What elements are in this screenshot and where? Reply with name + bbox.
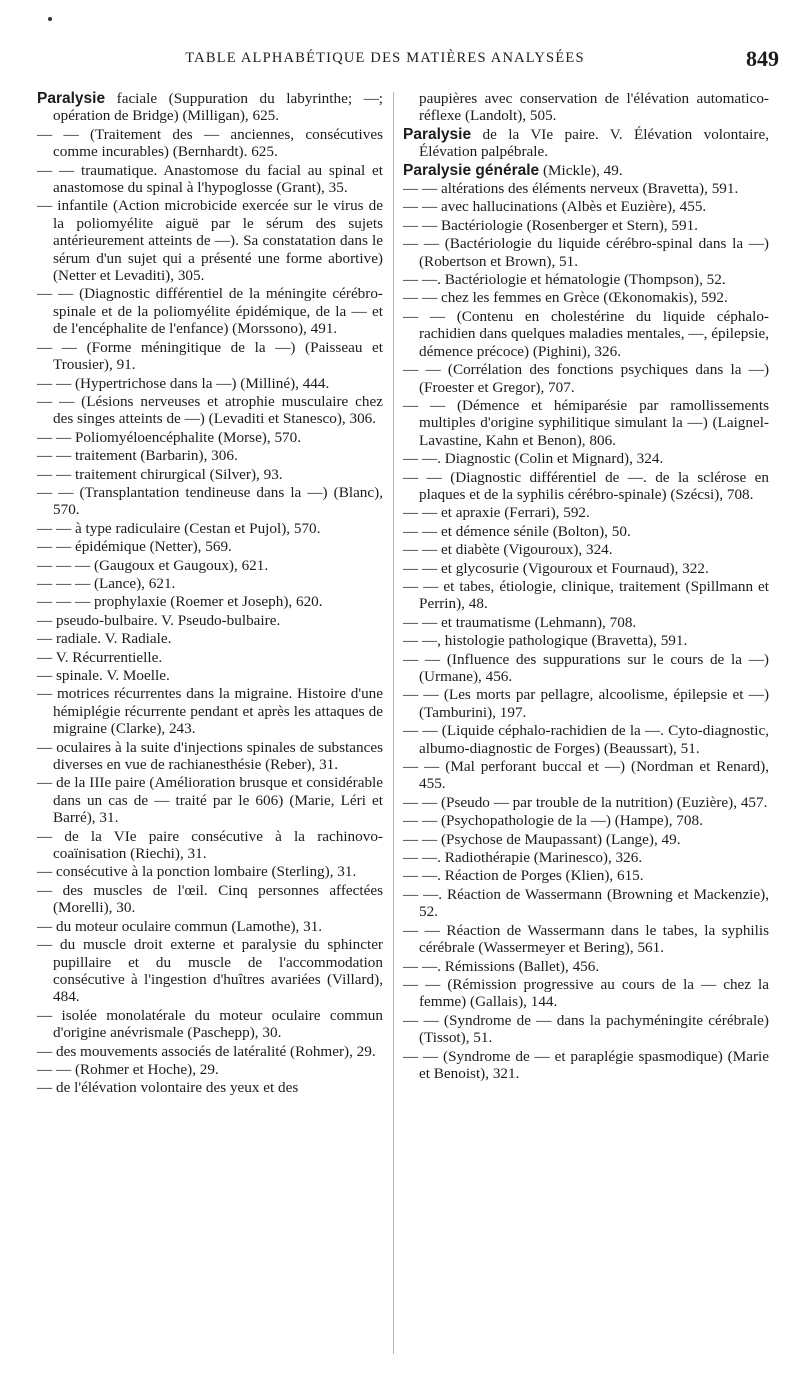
entry-text: — — — (Gaugoux et Gaugoux), 621. bbox=[37, 556, 269, 574]
entry-text: — — et tabes, étiologie, clinique, traitement (Spillmann et Perrin), 48. bbox=[403, 577, 769, 613]
entry-text: — — traitement chirurgical (Silver), 93. bbox=[37, 465, 283, 483]
entry-text: — oculaires à la suite d'injections spinales de substances diverses en vue de rachianesthésie (Reber), 31. bbox=[37, 738, 383, 774]
index-entry bbox=[403, 794, 769, 811]
entry-text: — — (Forme méningitique de la —) (Paisseau et Trousier), 91. bbox=[37, 338, 383, 374]
entry-text: — — et diabète (Vigouroux), 324. bbox=[403, 541, 613, 559]
index-entry bbox=[37, 882, 383, 917]
index-entry bbox=[37, 667, 383, 684]
index-entry bbox=[403, 289, 769, 306]
index-entry bbox=[403, 812, 769, 829]
entry-text: — —. Réaction de Porges (Klien), 615. bbox=[403, 867, 644, 885]
entry-text: — — (Pseudo — par trouble de la nutrition) (Euzière), 457. bbox=[403, 793, 768, 811]
entry-text: — — (Bactériologie du liquide cérébro-spinal dans la —) (Robertson et Brown), 51. bbox=[403, 235, 769, 270]
index-entry bbox=[37, 593, 383, 610]
left-column bbox=[37, 90, 383, 1098]
index-entry bbox=[403, 722, 769, 757]
entry-text: — du moteur oculaire commun (Lamothe), 31. bbox=[37, 917, 323, 935]
entry-text: — de la IIIe paire (Amélioration brusque et considérable dans un cas de — traité par le 606) (Marie, Léri et Barré), 31. bbox=[37, 774, 383, 827]
index-entry bbox=[37, 285, 383, 337]
index-entry bbox=[37, 197, 383, 284]
entry-text: — isolée monolatérale du moteur oculaire commun d'origine anévrismale (Paschepp), 30. bbox=[37, 1006, 383, 1042]
entry-text: — — (Corrélation des fonctions psychiques dans la —) (Froester et Gregor), 707. bbox=[403, 361, 769, 396]
entry-text: — —, histologie pathologique (Bravetta), 591. bbox=[403, 632, 688, 650]
index-entry bbox=[403, 162, 769, 179]
index-entry bbox=[37, 557, 383, 574]
entry-text: — — et apraxie (Ferrari), 592. bbox=[403, 504, 590, 522]
entry-text: — — (Diagnostic différentiel de —. de la sclérose en plaques et de la syphilis cérébro-spinale) (Szécsi), 708. bbox=[403, 468, 769, 503]
page-header bbox=[0, 46, 800, 70]
index-entry bbox=[403, 397, 769, 449]
entry-text: paupières avec conservation de l'élévation automatico-réflexe (Landolt), 505. bbox=[419, 90, 769, 125]
index-entry bbox=[403, 632, 769, 649]
entry-text: — — Bactériologie (Rosenberger et Stern), 591. bbox=[403, 216, 698, 234]
entry-text: — — — prophylaxie (Roemer et Joseph), 620. bbox=[37, 593, 323, 611]
index-entry bbox=[37, 466, 383, 483]
entry-text: — — Poliomyéloencéphalite (Morse), 570. bbox=[37, 428, 302, 446]
index-entry bbox=[37, 90, 383, 125]
entry-text: — des muscles de l'œil. Cinq personnes affectées (Morelli), 30. bbox=[37, 881, 383, 917]
entry-text: — —. Bactériologie et hématologie (Thompson), 52. bbox=[403, 271, 726, 289]
index-entry bbox=[403, 217, 769, 234]
entry-text: — V. Récurrentielle. bbox=[37, 648, 163, 666]
entry-text: — — (Diagnostic différentiel de la méningite cérébro-spinale et de la poliomyélite épidémique, de la — et de l'encéphalite de l'enfance) (Morssono), 491. bbox=[37, 285, 383, 338]
entry-text: — —. Radiothérapie (Marinesco), 326. bbox=[403, 849, 643, 867]
index-entry bbox=[37, 630, 383, 647]
index-entry bbox=[403, 90, 769, 125]
index-entry bbox=[403, 504, 769, 521]
index-entry bbox=[403, 614, 769, 631]
entry-text: — — traitement (Barbarin), 306. bbox=[37, 447, 238, 465]
entry-text: — —. Diagnostic (Colin et Mignard), 324. bbox=[403, 450, 664, 468]
index-entry bbox=[37, 575, 383, 592]
entry-text: — —. Rémissions (Ballet), 456. bbox=[403, 957, 600, 975]
entry-text: — — (Démence et hémiparésie par ramollissements multiples d'origine syphilitique simulant la —) (Laignel-Lavastine, Kahn et Benon), 806. bbox=[403, 396, 769, 449]
index-entry bbox=[403, 886, 769, 921]
index-entry bbox=[37, 1007, 383, 1042]
entry-text: — du muscle droit externe et paralysie du sphincter pupillaire et du muscle de l'accommodation consécutive à l'ingestion d'huîtres avariées (Villard), 484. bbox=[37, 936, 383, 1006]
index-entry bbox=[403, 469, 769, 504]
index-entry bbox=[37, 484, 383, 519]
entry-text: (Mickle), 49. bbox=[539, 161, 623, 179]
index-entry bbox=[403, 651, 769, 686]
entry-text: — — Réaction de Wassermann dans le tabes, la syphilis cérébrale (Wassermeyer et Bering), 561. bbox=[403, 921, 769, 957]
index-entry bbox=[403, 578, 769, 613]
entry-text: — — (Syndrome de — dans la pachyméningite cérébrale) (Tissot), 51. bbox=[403, 1011, 769, 1047]
index-entry bbox=[37, 429, 383, 446]
index-entry bbox=[37, 447, 383, 464]
index-entry bbox=[37, 393, 383, 428]
entry-text: — — et traumatisme (Lehmann), 708. bbox=[403, 613, 637, 631]
entry-heading: Paralysie générale bbox=[403, 161, 540, 179]
entry-text: — — (Syndrome de — et paraplégie spasmodique) (Marie et Benoist), 321. bbox=[403, 1047, 769, 1082]
index-entry bbox=[37, 375, 383, 392]
entry-text: faciale (Suppuration du labyrinthe; —; opération de Bridge) (Milligan), 625. bbox=[53, 90, 383, 125]
index-entry bbox=[403, 976, 769, 1011]
running-title: TABLE ALPHABÉTIQUE DES MATIÈRES ANALYSÉES bbox=[185, 50, 585, 66]
entry-text: — — (Hypertrichose dans la —) (Milliné), 444. bbox=[37, 374, 330, 392]
entry-heading: Paralysie bbox=[403, 125, 472, 143]
entry-text: — — (Les morts par pellagre, alcoolisme, épilepsie et —) (Tamburini), 197. bbox=[403, 686, 769, 721]
index-entry bbox=[403, 1012, 769, 1047]
index-entry bbox=[403, 361, 769, 396]
entry-text: — — (Contenu en cholestérine du liquide céphalo-rachidien dans quelques maladies mentales, —, épilepsie, démence précoce) (Pighini), 326. bbox=[403, 307, 769, 360]
index-entry bbox=[403, 235, 769, 270]
page-number: 849 bbox=[746, 46, 779, 71]
entry-text: — — à type radiculaire (Cestan et Pujol), 570. bbox=[37, 519, 321, 537]
entry-text: — — épidémique (Netter), 569. bbox=[37, 538, 232, 556]
index-entry bbox=[37, 1061, 383, 1078]
index-entry bbox=[37, 538, 383, 555]
entry-text: — de l'élévation volontaire des yeux et des bbox=[37, 1079, 299, 1097]
index-entry bbox=[37, 649, 383, 666]
index-entry bbox=[403, 198, 769, 215]
index-entry bbox=[403, 1048, 769, 1083]
index-entry bbox=[37, 1043, 383, 1060]
index-entry bbox=[37, 612, 383, 629]
index-entry bbox=[403, 308, 769, 360]
entry-text: — — altérations des éléments nerveux (Bravetta), 591. bbox=[403, 180, 739, 198]
index-entry bbox=[37, 162, 383, 197]
entry-text: — — (Lésions nerveuses et atrophie musculaire chez des singes atteints de —) (Levaditi et Stanesco), 306. bbox=[37, 392, 383, 428]
right-column bbox=[403, 90, 769, 1083]
print-speck bbox=[48, 17, 52, 21]
entry-text: — infantile (Action microbicide exercée sur le virus de la poliomyélite aiguë par le sérum des sujets antérieurement atteints de —). Sa constatation dans le sérum d'un sujet qui a présenté une forme abortive) (Netter et Levaditi), 305. bbox=[37, 197, 383, 285]
index-entry bbox=[37, 1079, 383, 1096]
index-entry bbox=[403, 922, 769, 957]
entry-text: — pseudo-bulbaire. V. Pseudo-bulbaire. bbox=[37, 611, 281, 629]
index-entry bbox=[403, 958, 769, 975]
entry-text: — —. Réaction de Wassermann (Browning et Mackenzie), 52. bbox=[403, 885, 769, 921]
entry-text: — consécutive à la ponction lombaire (Sterling), 31. bbox=[37, 863, 357, 881]
entry-text: — — (Traitement des — anciennes, consécutives comme incurables) (Bernhardt). 625. bbox=[37, 125, 383, 161]
index-entry bbox=[37, 828, 383, 863]
index-entry bbox=[403, 849, 769, 866]
index-entry bbox=[37, 126, 383, 161]
entry-text: — — (Rémission progressive au cours de la — chez la femme) (Gallais), 144. bbox=[403, 975, 769, 1011]
entry-heading: Paralysie bbox=[37, 90, 106, 107]
index-entry bbox=[403, 523, 769, 540]
entry-text: — — (Mal perforant buccal et —) (Nordman et Renard), 455. bbox=[403, 758, 769, 793]
entry-text: — — et glycosurie (Vigouroux et Fournaud), 322. bbox=[403, 559, 709, 577]
entry-text: — — (Psychopathologie de la —) (Hampe), 708. bbox=[403, 812, 703, 830]
entry-text: — radiale. V. Radiale. bbox=[37, 630, 172, 648]
entry-text: — — (Transplantation tendineuse dans la —) (Blanc), 570. bbox=[37, 483, 383, 519]
index-entry bbox=[37, 520, 383, 537]
entry-text: — — et démence sénile (Bolton), 50. bbox=[403, 522, 631, 540]
index-entry bbox=[403, 541, 769, 558]
entry-text: — de la VIe paire consécutive à la rachinovo-coaïnisation (Riechi), 31. bbox=[37, 827, 383, 863]
index-entry bbox=[37, 739, 383, 774]
index-entry bbox=[37, 936, 383, 1006]
index-entry bbox=[37, 685, 383, 737]
entry-text: — — avec hallucinations (Albès et Euzière), 455. bbox=[403, 198, 707, 216]
index-entry bbox=[403, 180, 769, 197]
entry-text: — motrices récurrentes dans la migraine. Histoire d'une hémiplégie récurrente pendant et après les attaques de migraine (Clarke), 243. bbox=[37, 685, 383, 738]
index-entry bbox=[403, 450, 769, 467]
entry-text: — spinale. V. Moelle. bbox=[37, 667, 170, 684]
entry-text: — — chez les femmes en Grèce (Œkonomakis), 592. bbox=[403, 289, 728, 307]
entry-text: — des mouvements associés de latéralité (Rohmer), 29. bbox=[37, 1042, 376, 1060]
index-entry bbox=[403, 271, 769, 288]
index-entry bbox=[403, 867, 769, 884]
index-entry bbox=[403, 126, 769, 161]
index-entry bbox=[403, 831, 769, 848]
index-entry bbox=[403, 686, 769, 721]
index-entry bbox=[403, 560, 769, 577]
entry-text: de la VIe paire. V. Élévation volontaire, Élévation palpébrale. bbox=[419, 125, 769, 161]
entry-text: — — (Liquide céphalo-rachidien de la —. Cyto-diagnostic, albumo-diagnostic de Forges) (Beaussart), 51. bbox=[403, 722, 769, 757]
column-divider bbox=[393, 92, 394, 1354]
entry-text: — — (Psychose de Maupassant) (Lange), 49. bbox=[403, 830, 681, 848]
index-entry bbox=[37, 774, 383, 826]
index-entry bbox=[403, 758, 769, 793]
index-entry bbox=[37, 863, 383, 880]
entry-text: — — (Influence des suppurations sur le cours de la —) (Urmane), 456. bbox=[403, 650, 769, 685]
index-entry bbox=[37, 339, 383, 374]
entry-text: — — traumatique. Anastomose du facial au spinal et anastomose du spinal à l'hypoglosse (Grant), 35. bbox=[37, 161, 383, 197]
index-entry bbox=[37, 918, 383, 935]
entry-text: — — (Rohmer et Hoche), 29. bbox=[37, 1060, 219, 1078]
entry-text: — — — (Lance), 621. bbox=[37, 574, 176, 592]
